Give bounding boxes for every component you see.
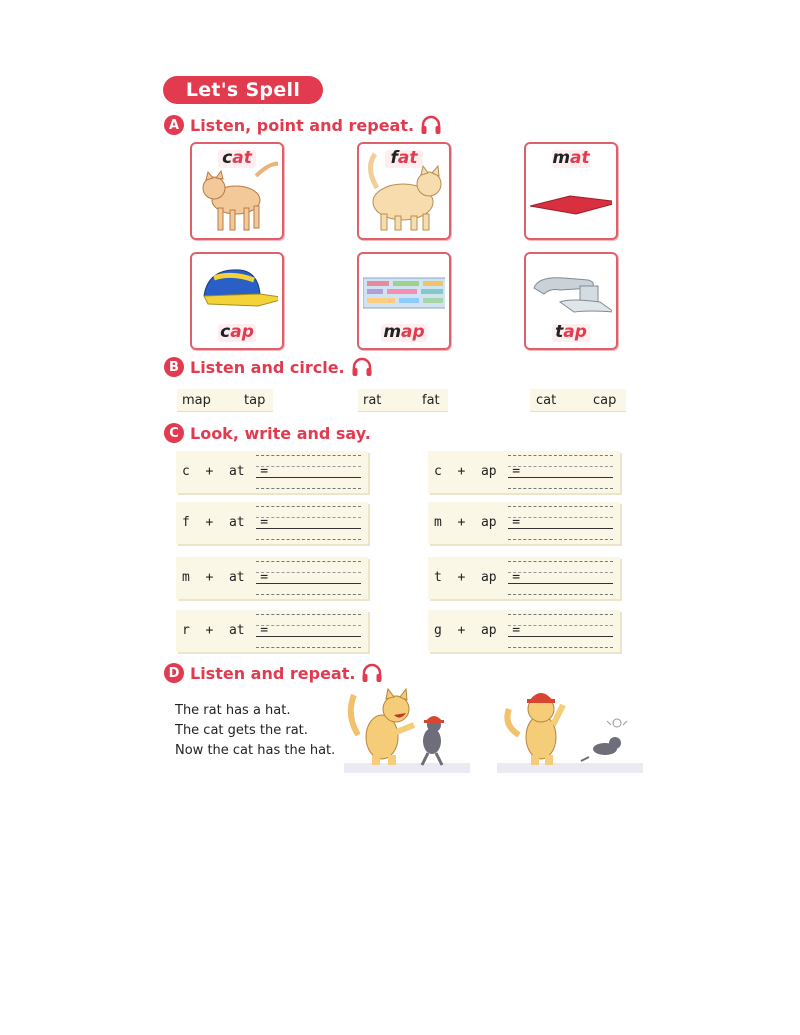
equation-text: m + ap = [434,515,521,530]
circle-pair-3 [530,389,626,412]
section-c-header [164,421,371,445]
rhyme-line: The rat has a hat. [175,703,291,718]
section-a-badge: A [164,115,184,135]
write-lines[interactable] [256,614,361,648]
write-box [428,557,620,599]
write-lines[interactable] [256,455,361,489]
card-word-map: map [383,322,425,342]
circle-word[interactable]: rat [363,392,382,408]
equation-text: m + at = [182,570,269,585]
section-c-title: Look, write and say. [190,423,371,443]
section-c-badge: C [164,423,184,443]
cat-with-hat-illustration-icon [497,685,643,773]
card-word-cap: cap [220,322,254,342]
section-d-title: Listen and repeat. [190,663,356,683]
circle-pair-2 [358,389,448,412]
section-d-badge: D [164,663,184,683]
card-word-mat: mat [552,148,590,168]
card-fat [357,142,451,240]
headphones-icon [351,357,373,377]
page-title: Let's Spell [163,76,323,104]
section-a-header [164,113,442,137]
equation-text: f + at = [182,515,269,530]
write-lines[interactable] [508,455,613,489]
circle-word[interactable]: fat [422,392,440,408]
card-word-cat: cat [222,148,252,168]
equation-text: c + ap = [434,464,521,479]
circle-word[interactable]: cap [593,392,617,408]
section-b-title: Listen and circle. [190,357,345,377]
write-box [428,502,620,544]
equation-text: g + ap = [434,623,521,638]
card-word-tap: tap [555,322,587,342]
circle-pair-1 [177,389,273,412]
headphones-icon [420,115,442,135]
write-box [176,502,368,544]
equation-text: r + at = [182,623,269,638]
cat-chasing-rat-illustration-icon [344,685,470,773]
write-lines[interactable] [256,506,361,540]
write-box [176,451,368,493]
rhyme-text [175,701,335,761]
card-tap [524,252,618,350]
write-box [176,610,368,652]
card-mat [524,142,618,240]
rhyme-line: Now the cat has the hat. [175,743,336,758]
section-d-header [164,661,383,685]
circle-word[interactable]: map [182,392,211,408]
card-cap [190,252,284,350]
equation-text: t + ap = [434,570,521,585]
write-lines[interactable] [256,561,361,595]
write-box [428,610,620,652]
write-lines[interactable] [508,614,613,648]
write-lines[interactable] [508,506,613,540]
card-word-fat: fat [390,148,418,168]
section-b-badge: B [164,357,184,377]
card-map [357,252,451,350]
headphones-icon [361,663,383,683]
write-box [176,557,368,599]
rhyme-line: The cat gets the rat. [175,723,308,738]
section-b-header [164,355,373,379]
section-a-title: Listen, point and repeat. [190,115,415,135]
circle-word[interactable]: cat [536,392,557,408]
circle-word[interactable]: tap [244,392,266,408]
write-lines[interactable] [508,561,613,595]
write-box [428,451,620,493]
equation-text: c + at = [182,464,269,479]
card-cat [190,142,284,240]
